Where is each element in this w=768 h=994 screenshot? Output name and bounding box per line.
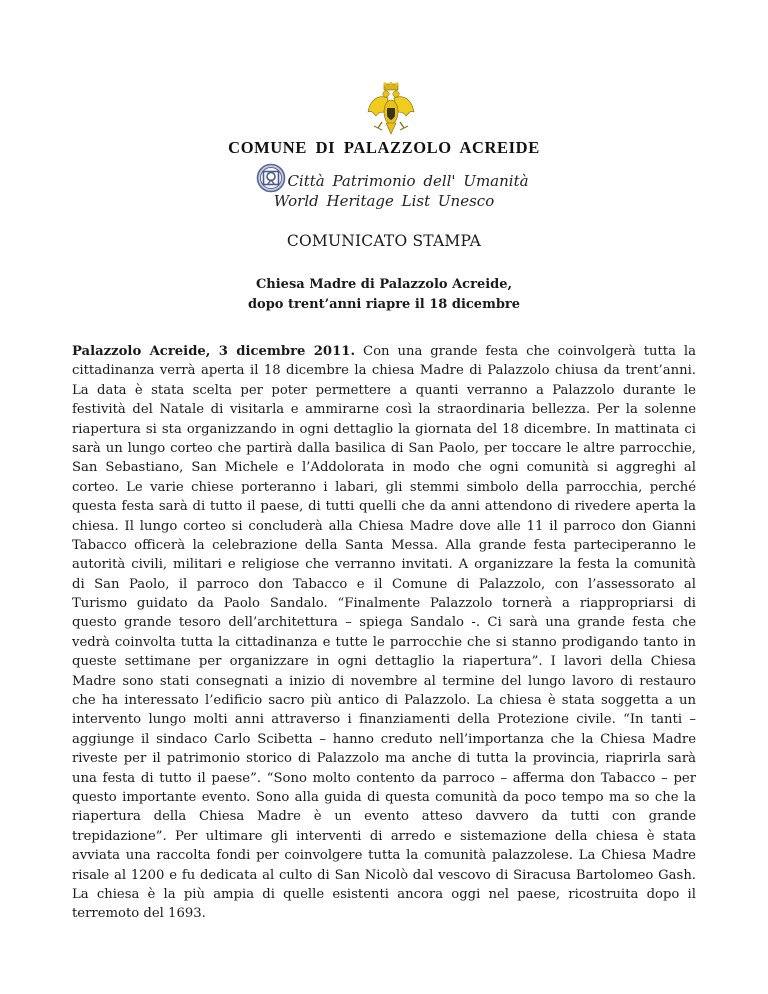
body-line: Madre sono stati consegnati a inizio di novembre al termine del lungo lavoro di restauro (72, 673, 696, 689)
body-line: risale al 1200 e fu dedicata al culto di San Nicolò dal vescovo di Siracusa Bartolomeo Gash. (72, 867, 696, 883)
dateline: Palazzolo Acreide, 3 dicembre 2011. (72, 344, 356, 359)
body-line: chiesa. Il lungo corteo si concluderà alla Chiesa Madre dove alle 11 il parroco don Gianni (72, 518, 696, 534)
body-line: aggiunge il sindaco Carlo Scibetta – hanno creduto nell’importanza che la Chiesa Madre (72, 731, 696, 747)
body-line: di San Paolo, il parroco don Tabacco e il Comune di Palazzolo, con l’assessorato al (72, 576, 696, 592)
body-line: trepidazione”. Per ultimare gli interventi di arredo e sistemazione della chiesa è stata (72, 828, 696, 844)
body-line: avviata una raccolta fondi per coinvolgere tutta la comunità palazzolese. La Chiesa Madre (72, 848, 696, 864)
body-line: Turismo guidato da Paolo Sandalo. “Finalmente Palazzolo tornerà a riappropriarsi di (72, 596, 696, 612)
body-line: autorità civili, militari e religiose che verranno invitati. A organizzare la festa la comunità (72, 557, 696, 573)
body-line: questo importante evento. Sono alla guida di questa comunità da poco tempo ma so che la (72, 789, 696, 805)
body-line: terremoto del 1693. (72, 906, 206, 922)
body-line: La chiesa è la più ampia di quelle esistenti ancora oggi nel paese, ricostruita dopo il (72, 886, 696, 902)
body-paragraph (72, 342, 696, 924)
coat-of-arms-eagle-icon (366, 82, 416, 140)
body-line: corteo. Le varie chiese porteranno i labari, gli stemmi simbolo della parrocchia, perché (72, 479, 696, 495)
body-line: riapertura si sta organizzando in ogni dettaglio la giornata del 18 dicembre. In mattinata ci (72, 421, 696, 437)
body-line: Tabacco officerà la celebrazione della Santa Messa. Alla grande festa parteciperanno le (72, 537, 696, 553)
body-line-text: Con una grande festa che coinvolgerà tutta la (355, 344, 696, 359)
body-line: questo grande tesoro dell’architettura – spiega Sandalo -. Ci sarà una grande festa che (72, 615, 696, 631)
body-line: San Sebastiano, San Michele e l’Addolorata in modo che ogni comunità si aggreghi al (72, 460, 696, 476)
body-line: cittadinanza verrà aperta il 18 dicembre la chiesa Madre di Palazzolo chiusa da trent’anni. (72, 363, 696, 379)
body-line: La data è stata scelta per poter permettere a quanti verranno a Palazzolo durante le (72, 382, 696, 398)
body-line: riveste per il patrimonio storico di Palazzolo ma anche di tutta la provincia, riaprirla sarà (72, 751, 696, 767)
body-line: questa festa sarà di tutto il paese, di tutti quelli che da anni attendono di rivedere aperta la (72, 499, 696, 515)
subtitle-world-heritage: World Heritage List Unesco (273, 192, 495, 210)
headline-line-2: dopo trent’anni riapre il 18 dicembre (247, 297, 521, 312)
body-line: una festa di tutto il paese”. “Sono molto contento da parroco – afferma don Tabacco – per (72, 770, 696, 786)
body-line: intervento lungo molti anni attraverso i finanziamenti della Protezione civile. “In tanti – (72, 712, 696, 728)
body-line: festività del Natale di visitarla e ammirarne così la straordinaria bellezza. Per la solenne (72, 402, 696, 418)
body-line: riapertura della Chiesa Madre è un evento atteso davvero da tutti con grande (72, 809, 696, 825)
subtitle-citta-patrimonio: Città Patrimonio dell' Umanità (287, 172, 529, 190)
body-line: che ha interessato l’edificio sacro più antico di Palazzolo. La chiesa è stata soggetta a un (72, 693, 696, 709)
document-type-heading: COMUNICATO STAMPA (286, 232, 482, 250)
comune-title: COMUNE DI PALAZZOLO ACREIDE (228, 138, 540, 157)
body-line: queste settimane per organizzare in ogni dettaglio la riapertura”. I lavori della Chiesa (72, 654, 696, 670)
body-line (72, 342, 696, 361)
body-line: vedrà coinvolta tutta la cittadinanza e tutte le parrocchie che si stanno prodigando tanto in (72, 634, 696, 650)
headline-line-1: Chiesa Madre di Palazzolo Acreide, (255, 277, 513, 292)
body-line: sarà un lungo corteo che partirà dalla basilica di San Paolo, per toccare le altre parrocchie, (72, 440, 696, 456)
